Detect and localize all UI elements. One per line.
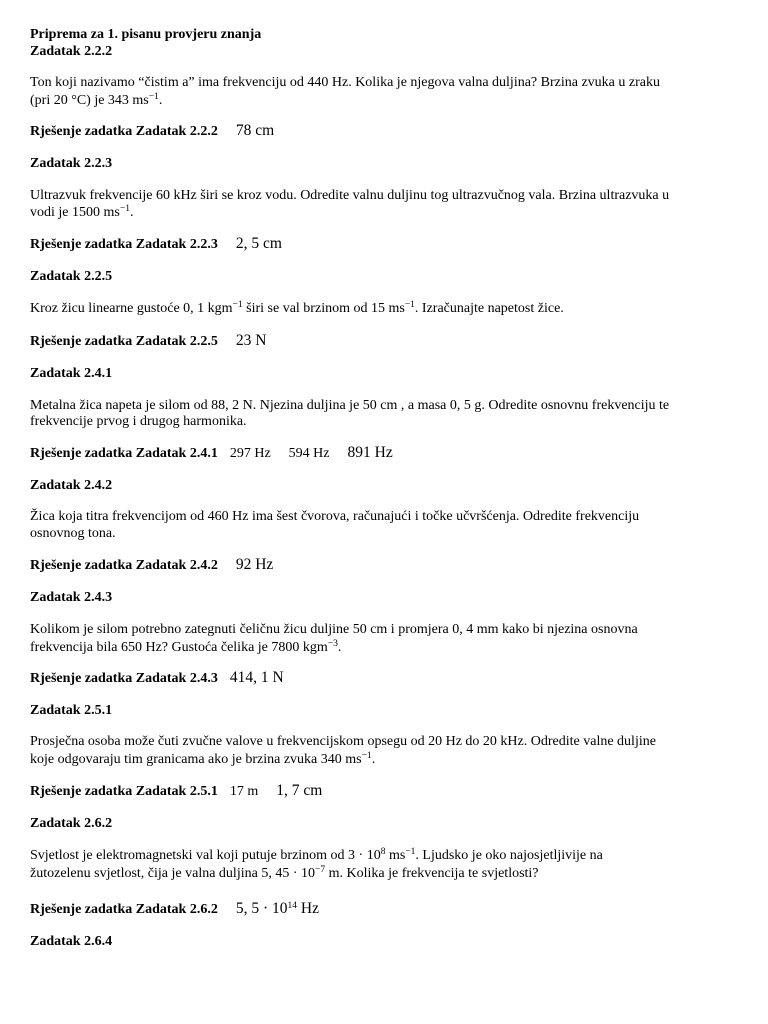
problem-text: Metalna žica napeta je silom od 88, 2 N. Njezina duljina je 50 cm , a masa 0, 5 g. Odredite osnovnu frekvenciju te — [30, 398, 670, 413]
solution-value: 2, 5 cm — [235, 235, 282, 252]
solution-line: Rješenje zadatka Zadatak 2.6.2 5, $5 \cdot 10^{14}$ Hz — [30, 900, 319, 917]
problem-text: osnovnog tona. — [30, 526, 116, 541]
solution-line: Rješenje zadatka Zadatak 2.4.3 414, 1 N — [30, 669, 284, 686]
problem-heading: Zadatak 2.6.4 — [30, 934, 113, 949]
solution-value: 594 Hz — [288, 446, 330, 461]
problem-heading: Zadatak 2.4.3 — [30, 590, 113, 605]
solution-line: Rješenje zadatka Zadatak 2.2.3 2, 5 cm — [30, 235, 282, 252]
problem-heading: Zadatak 2.5.1 — [30, 703, 113, 718]
solution-value: 78 cm — [235, 122, 275, 139]
problem-text: Kroz žicu linearne gustoće 0, 1 kgm$^{-1}$ širi se val brzinom od 15 $ms^{-1}$. Izračunajte napetost žice. — [30, 300, 564, 316]
problem-text: frekvencije prvog i drugog harmonika. — [30, 414, 247, 429]
solution-value: 5, $5 \cdot 10^{14}$ Hz — [235, 900, 319, 917]
solution-value: 891 Hz — [347, 444, 393, 461]
problem-text: Prosječna osoba može čuti zvučne valove u frekvencijskom opsegu od 20 Hz do 20 kHz. Odredite valne duljine — [30, 734, 656, 749]
problem-text: Žica koja titra frekvencijom od 460 Hz ima šest čvorova, računajući i točke učvršćenja. Odredite frekvenciju — [30, 509, 640, 524]
solution-value: 17 m — [229, 784, 259, 799]
problem-text: žutozelenu svjetlost, čija je valna duljina 5, $45 \cdot 10^{-7}$ m. Kolika je frekvencija te svjetlosti? — [30, 865, 539, 881]
solution-value: 92 Hz — [235, 556, 274, 573]
problem-text: Kolikom je silom potrebno zategnuti čeličnu žicu duljine 50 cm i promjera 0, 4 mm kako bi njezina osnovna — [30, 622, 638, 637]
problem-text: (pri 20 °C) je 343 $ms^{-1}$. — [30, 92, 163, 108]
solution-line: Rješenje zadatka Zadatak 2.5.1 17 m 1, 7 cm — [30, 782, 323, 799]
problem-heading: Zadatak 2.4.2 — [30, 478, 113, 493]
solution-line: Rješenje zadatka Zadatak 2.2.2 78 cm — [30, 122, 275, 139]
problem-text: koje odgovaraju tim granicama ako je brzina zvuka 340 $ms^{-1}$. — [30, 751, 376, 767]
problem-heading: Zadatak 2.2.2 — [30, 44, 113, 59]
solution-value: 23 N — [235, 332, 267, 349]
solution-line: Rješenje zadatka Zadatak 2.4.2 92 Hz — [30, 556, 274, 573]
problem-text: vodi je 1500 $ms^{-1}$. — [30, 204, 134, 220]
problem-heading: Zadatak 2.6.2 — [30, 816, 113, 831]
problem-text: Ultrazvuk frekvencije 60 kHz širi se kroz vodu. Odredite valnu duljinu tog ultrazvučnog vala. Brzina ultrazvuka u — [30, 188, 670, 203]
problem-heading: Zadatak 2.4.1 — [30, 366, 113, 381]
problem-heading: Zadatak 2.2.5 — [30, 269, 113, 284]
solution-line: Rješenje zadatka Zadatak 2.4.1 297 Hz 594 Hz 891 Hz — [30, 444, 393, 461]
document-title: Priprema za 1. pisanu provjeru znanja — [30, 27, 262, 42]
problem-text: Ton koji nazivamo “čistim a” ima frekvenciju od 440 Hz. Kolika je njegova valna duljina? Brzina zvuka u zraku — [30, 75, 660, 90]
solution-line: Rješenje zadatka Zadatak 2.2.5 23 N — [30, 332, 267, 349]
solution-value: 297 Hz — [229, 446, 271, 461]
problem-text: Svjetlost je elektromagnetski val koji putuje brzinom od $3 \cdot 10^8$ $ms^{-1}$. Ljudsko je oko najosjetljivije na — [30, 847, 603, 863]
solution-value: 414, 1 N — [229, 669, 284, 686]
solution-value: 1, 7 cm — [276, 782, 323, 799]
problem-heading: Zadatak 2.2.3 — [30, 156, 113, 171]
problem-text: frekvencija bila 650 Hz? Gustoća čelika je 7800 kgm$^{-3}$. — [30, 639, 342, 655]
